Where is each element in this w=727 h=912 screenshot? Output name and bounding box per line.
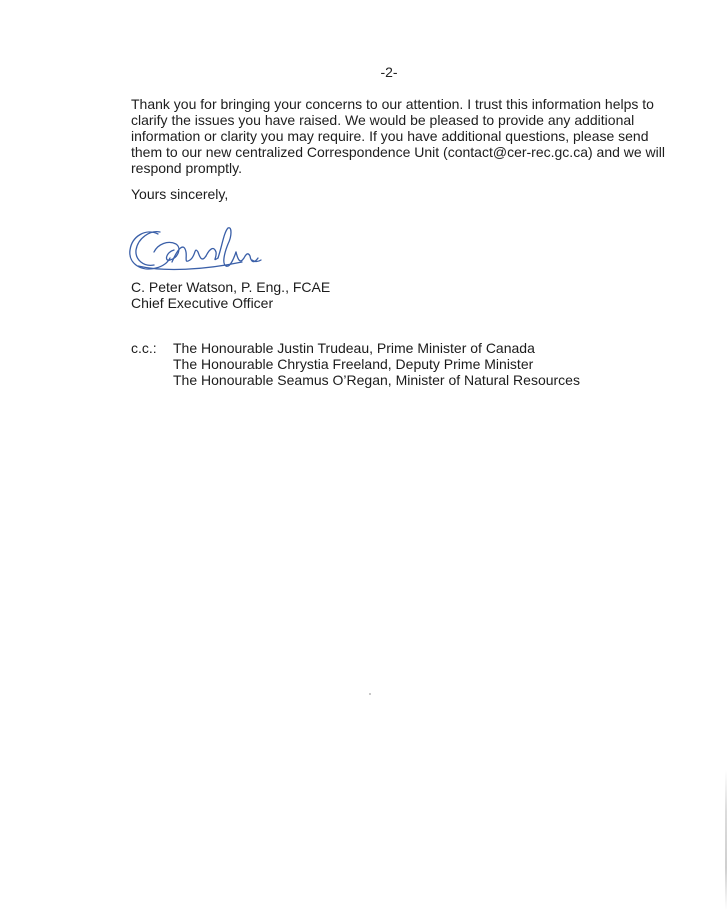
cc-recipient: The Honourable Chrystia Freeland, Deputy Prime Minister	[173, 356, 534, 372]
page-number: -2-	[380, 64, 398, 80]
signer-title: Chief Executive Officer	[131, 295, 274, 311]
cc-recipient: The Honourable Justin Trudeau, Prime Minister of Canada	[173, 340, 535, 356]
cc-recipient: The Honourable Seamus O’Regan, Minister of Natural Resources	[173, 372, 580, 388]
closing-paragraph: Thank you for bringing your concerns to our attention. I trust this information helps to clarify the issues you have raised. We would be pleased to provide any additional information or clarity you may require. If you have additional questions, please send them to our new centralized Correspondence Unit (contact@cer-rec.gc.ca) and we will respond promptly.	[131, 96, 666, 176]
cc-recipient-list	[173, 340, 580, 388]
cc-label: c.c.:	[131, 340, 157, 356]
scan-speck	[369, 693, 371, 695]
signer-name: C. Peter Watson, P. Eng., FCAE	[131, 279, 331, 295]
handwritten-signature	[124, 222, 264, 280]
complimentary-close: Yours sincerely,	[131, 186, 229, 202]
